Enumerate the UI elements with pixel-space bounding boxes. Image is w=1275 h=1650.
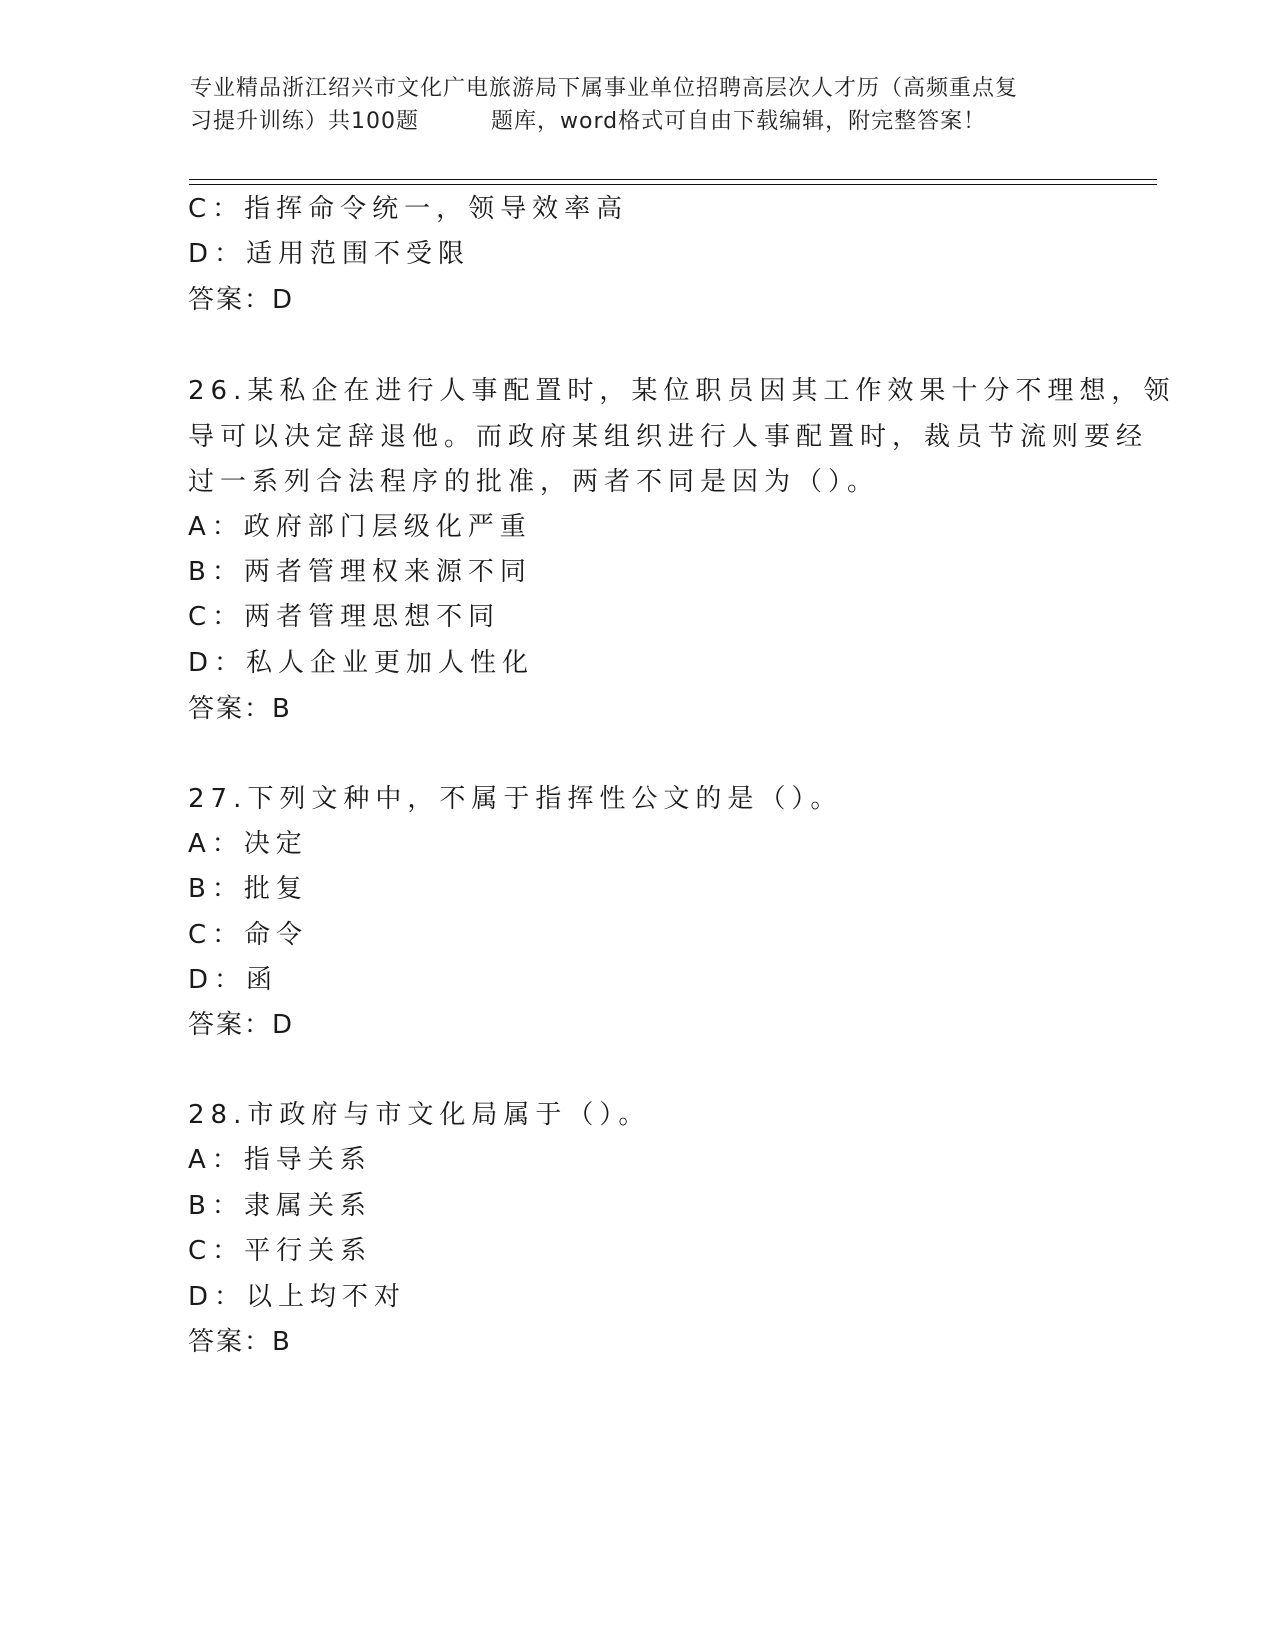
q28-option-c: C：平行关系 [188, 1236, 373, 1266]
header-title-line-2 [190, 105, 1090, 138]
q26-option-b: B：两者管理权来源不同 [188, 557, 532, 587]
header-title-line-2-part-1: 习提升训练）共100题 [190, 109, 419, 134]
prev-option-c: C：指挥命令统一，领导效率高 [188, 194, 629, 224]
q28-stem-line-1: 28.市政府与市文化局属于（）。 [188, 1100, 651, 1130]
q27-option-d: D：函 [188, 965, 279, 995]
q27-stem-line-1: 27.下列文种中，不属于指挥性公文的是（）。 [188, 784, 843, 814]
q27-answer: 答案：D [188, 1010, 295, 1040]
q26-option-c: C：两者管理思想不同 [188, 602, 501, 632]
q26-answer: 答案：B [188, 694, 292, 724]
q28-answer: 答案：B [188, 1327, 292, 1357]
q28-option-d: D：以上均不对 [188, 1282, 407, 1312]
q26-stem-line-1: 26.某私企在进行人事配置时，某位职员因其工作效果十分不理想，领 [188, 376, 1176, 406]
q28-option-a: A：指导关系 [188, 1145, 372, 1175]
q27-option-a: A：决定 [188, 829, 308, 859]
q27-option-b: B：批复 [188, 874, 308, 904]
q26-option-d: D：私人企业更加人性化 [188, 648, 535, 678]
q28-option-b: B：隶属关系 [188, 1191, 372, 1221]
q26-option-a: A：政府部门层级化严重 [188, 512, 532, 542]
header-title-line-2-part-2: 题库，word格式可自由下载编辑，附完整答案！ [491, 109, 987, 134]
prev-option-d: D：适用范围不受限 [188, 239, 471, 269]
header-divider-top [189, 179, 1157, 180]
prev-answer: 答案：D [188, 285, 295, 315]
q26-stem-line-2: 导可以决定辞退他。而政府某组织进行人事配置时，裁员节流则要经 [188, 422, 1149, 452]
q26-stem-line-3: 过一系列合法程序的批准，两者不同是因为（）。 [188, 467, 880, 497]
header-title-line-1: 专业精品浙江绍兴市文化广电旅游局下属事业单位招聘高层次人才历（高频重点复 [190, 76, 1019, 101]
q27-option-c: C：命令 [188, 920, 309, 950]
header-divider-bottom [189, 184, 1157, 185]
document-header [190, 72, 1090, 138]
